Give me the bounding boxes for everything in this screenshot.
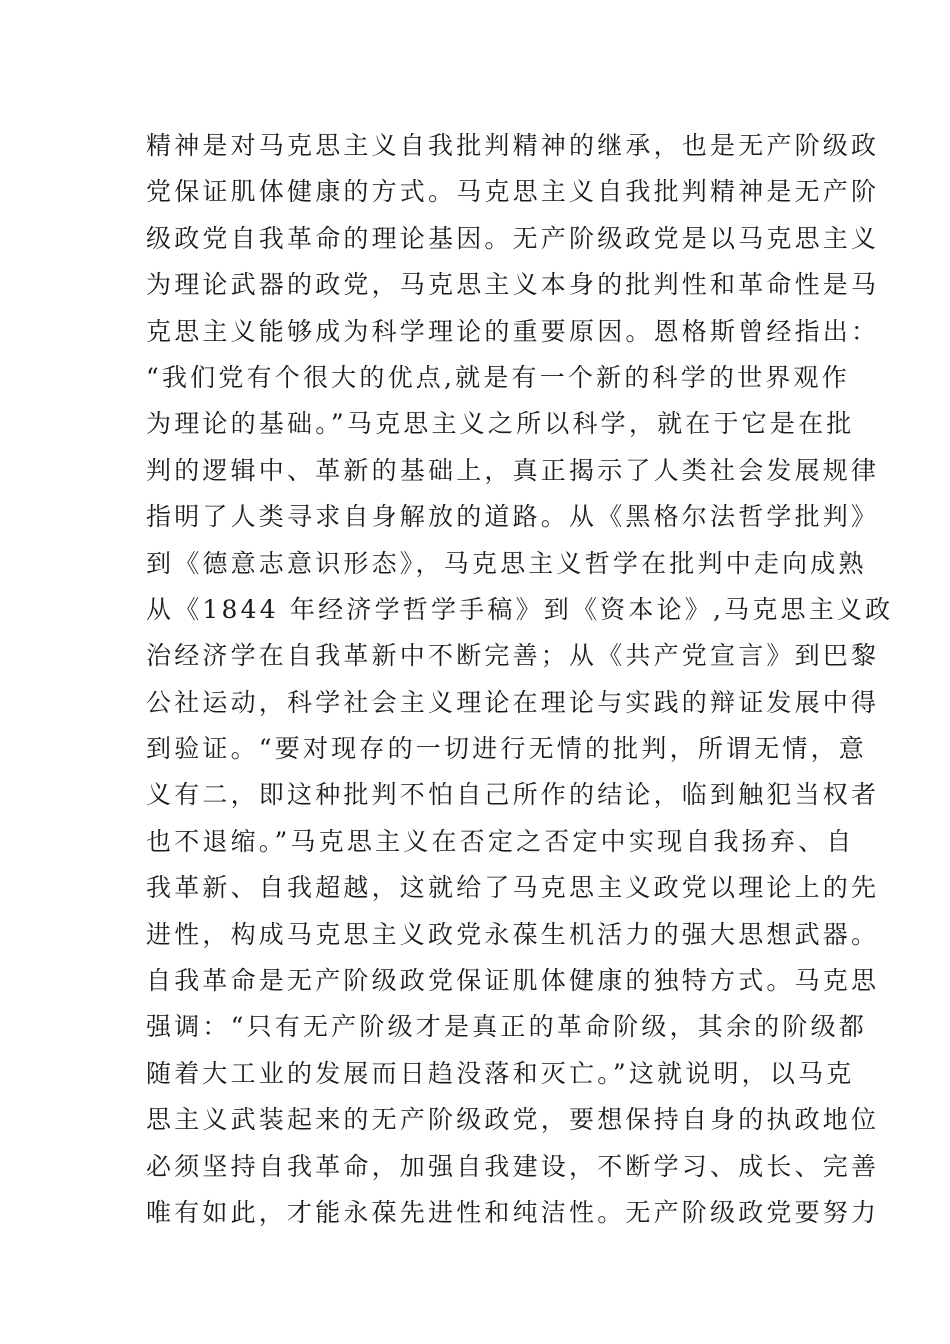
text-line: 党保证肌体健康的方式。马克思主义自我批判精神是无产阶 <box>146 177 880 207</box>
text-line: 到验证。“要对现存的一切进行无情的批判，所谓无情，意 <box>146 734 867 764</box>
text-line: 指明了人类寻求自身解放的道路。从《黑格尔法哲学批判》 <box>146 502 880 532</box>
text-line: 精神是对马克思主义自我批判精神的继承，也是无产阶级政 <box>146 131 880 160</box>
text-line: 必须坚持自我革命，加强自我建设，不断学习、成长、完善 <box>146 1151 880 1181</box>
text-line: “我们党有个很大的优点,就是有一个新的科学的世界观作 <box>146 362 850 392</box>
text-line: 义有二，即这种批判不怕自己所作的结论，临到触犯当权者 <box>146 780 880 810</box>
text-line: 治经济学在自我革新中不断完善；从《共产党宣言》到巴黎 <box>146 641 880 671</box>
text-line: 为理论的基础。”马克思主义之所以科学，就在于它是在批 <box>146 409 855 439</box>
text-line: 为理论武器的政党，马克思主义本身的批判性和革命性是马 <box>146 270 880 300</box>
text-line: 我革新、自我超越，这就给了马克思主义政党以理论上的先 <box>146 873 880 903</box>
text-line: 强调：“只有无产阶级才是真正的革命阶级，其余的阶级都 <box>146 1012 867 1042</box>
text-line: 随着大工业的发展而日趋没落和灭亡。”这就说明，以马克 <box>146 1058 855 1088</box>
text-line: 唯有如此，才能永葆先进性和纯洁性。无产阶级政党要努力 <box>146 1197 880 1227</box>
text-line: 自我革命是无产阶级政党保证肌体健康的独特方式。马克思 <box>146 966 880 996</box>
text-line: 判的逻辑中、革新的基础上，真正揭示了人类社会发展规律 <box>146 455 880 485</box>
text-line: 思主义武装起来的无产阶级政党，要想保持自身的执政地位 <box>146 1105 880 1135</box>
text-line: 也不退缩。”马克思主义在否定之否定中实现自我扬弃、自 <box>146 826 855 856</box>
text-line: 克思主义能够成为科学理论的重要原因。恩格斯曾经指出： <box>146 316 880 346</box>
text-line: 级政党自我革命的理论基因。无产阶级政党是以马克思主义 <box>146 223 880 253</box>
text-line: 到《德意志意识形态》，马克思主义哲学在批判中走向成熟 <box>146 548 867 578</box>
body-text <box>146 123 894 1236</box>
text-line: 从《1844 年经济学哲学手稿》到《资本论》,马克思主义政 <box>146 594 894 624</box>
text-line: 进性，构成马克思主义政党永葆生机活力的强大思想武器。 <box>146 919 880 949</box>
text-line: 公社运动，科学社会主义理论在理论与实践的辩证发展中得 <box>146 687 880 717</box>
